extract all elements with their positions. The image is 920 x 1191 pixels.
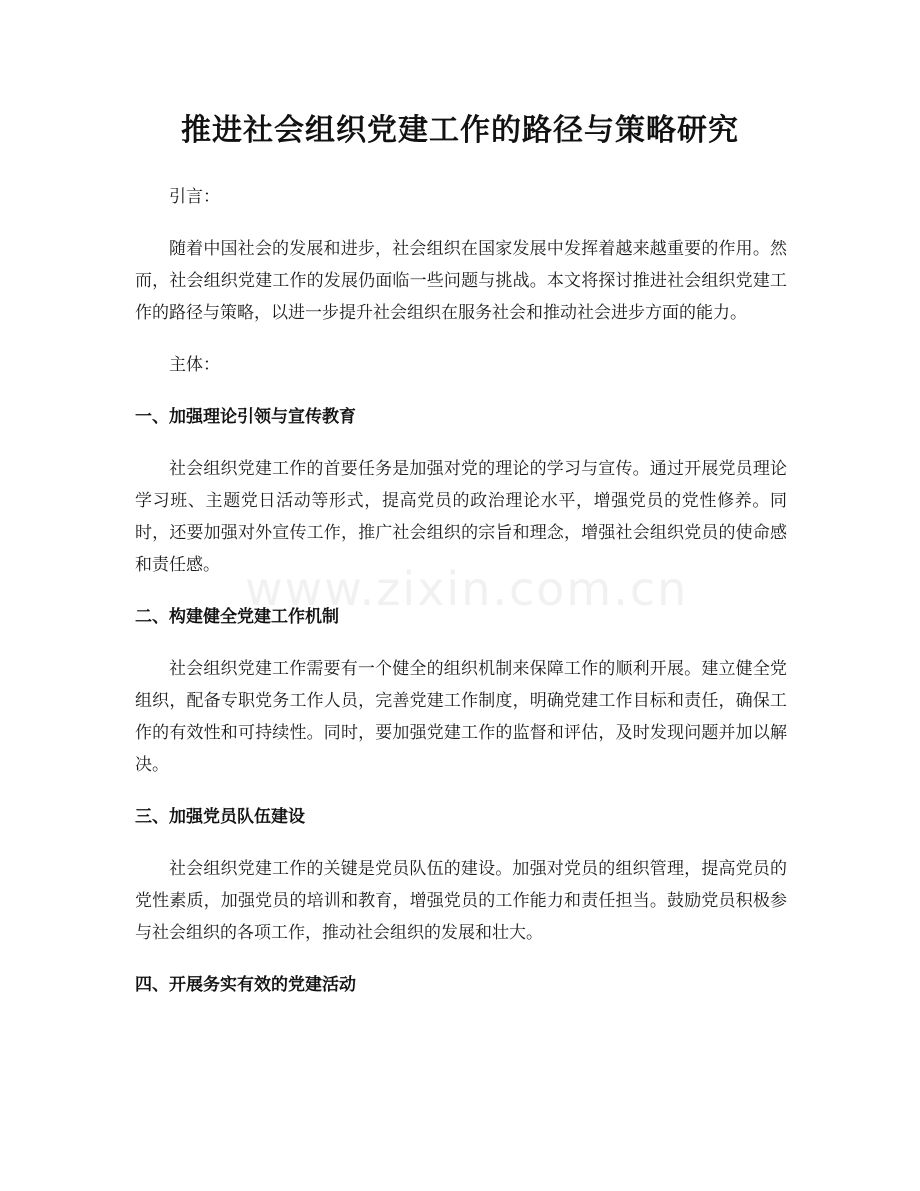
section-heading-4: 四、开展务实有效的党建活动 bbox=[135, 975, 356, 995]
intro-label: 引言： bbox=[169, 187, 220, 207]
document-title: 推进社会组织党建工作的路径与策略研究 bbox=[181, 113, 739, 148]
document-content bbox=[135, 181, 787, 1001]
section-paragraph-1: 社会组织党建工作的首要任务是加强对党的理论的学习与宣传。通过开展党员理论学习班、主题党日活动等形式，提高党员的政治理论水平，增强党员的党性修养。同时，还要加强对外宣传工作，推广社会组织的宗旨和理念，增强社会组织党员的使命感和责任感。 bbox=[135, 459, 787, 575]
section-paragraph-2: 社会组织党建工作需要有一个健全的组织机制来保障工作的顺利开展。建立健全党组织，配备专职党务工作人员，完善党建工作制度，明确党建工作目标和责任，确保工作的有效性和可持续性。同时，要加强党建工作的监督和评估，及时发现问题并加以解决。 bbox=[135, 659, 787, 775]
intro-paragraph: 随着中国社会的发展和进步，社会组织在国家发展中发挥着越来越重要的作用。然而，社会组织党建工作的发展仍面临一些问题与挑战。本文将探讨推进社会组织党建工作的路径与策略，以进一步提升社会组织在服务社会和推动社会进步方面的能力。 bbox=[135, 239, 787, 323]
watermark: www.zixin.com.cn bbox=[245, 562, 689, 616]
section-heading-1: 一、加强理论引领与宣传教育 bbox=[135, 407, 356, 427]
section-heading-3: 三、加强党员队伍建设 bbox=[135, 807, 305, 827]
main-label: 主体： bbox=[169, 355, 220, 375]
section-paragraph-3: 社会组织党建工作的关键是党员队伍的建设。加强对党员的组织管理，提高党员的党性素质，加强党员的培训和教育，增强党员的工作能力和责任担当。鼓励党员积极参与社会组织的各项工作，推动社会组织的发展和壮大。 bbox=[135, 859, 787, 943]
section-heading-2: 二、构建健全党建工作机制 bbox=[135, 607, 339, 627]
